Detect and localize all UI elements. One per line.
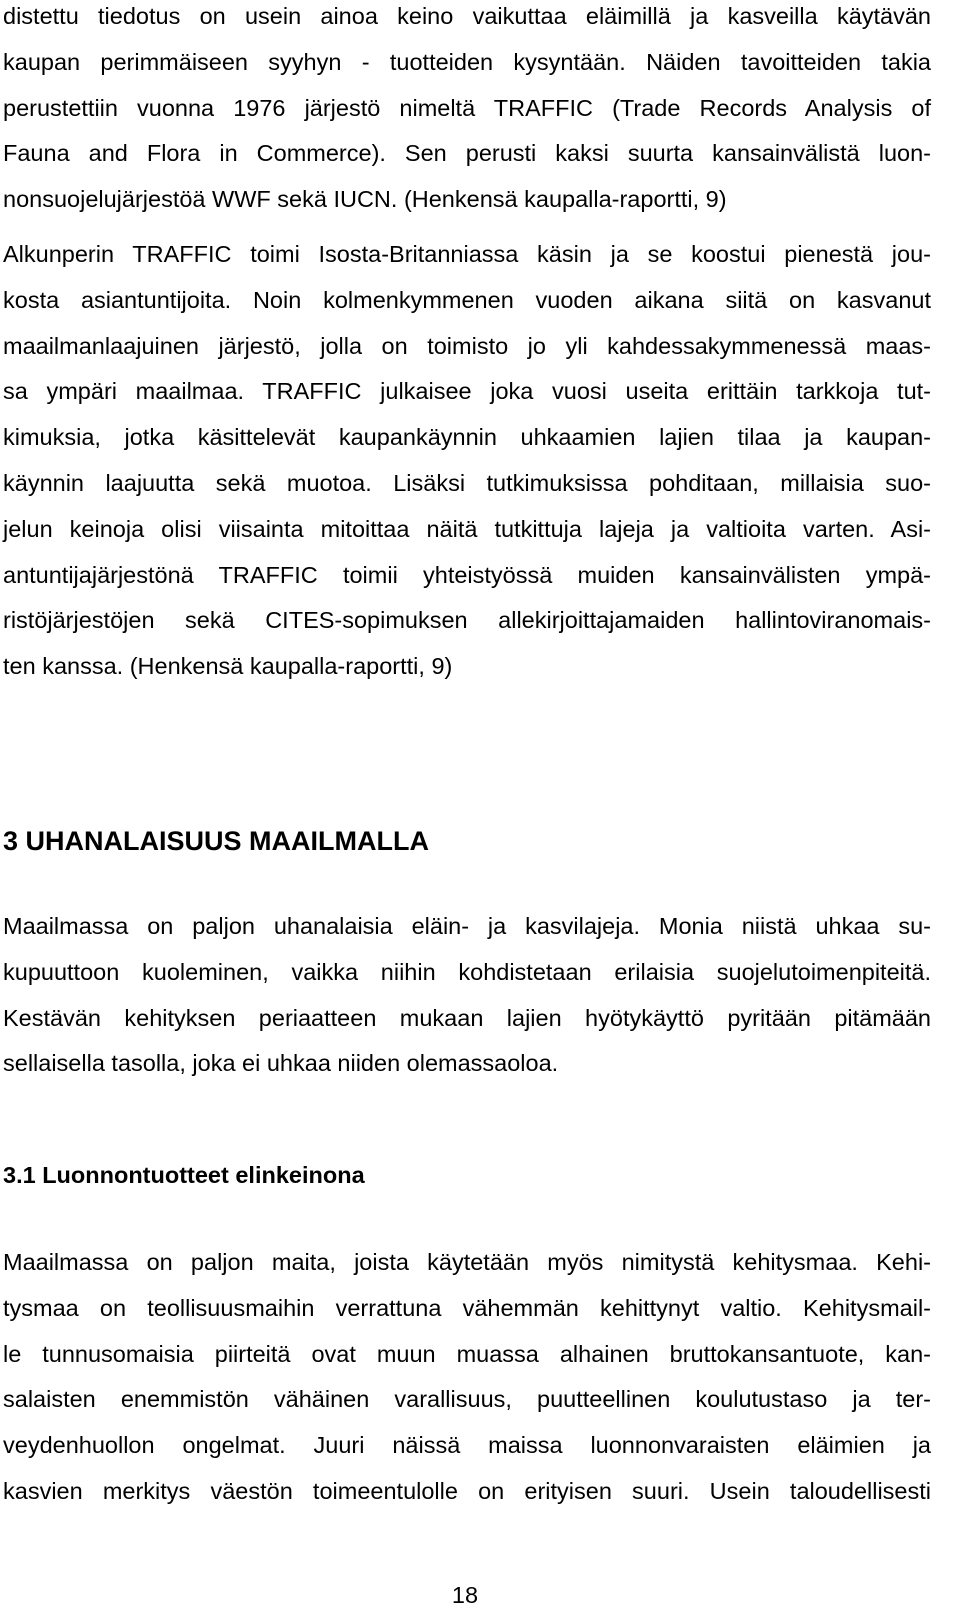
- page-number: 18: [451, 1582, 479, 1608]
- text-line: jelun keinoja olisi viisainta mitoittaa näitä tutkittuja lajeja ja valtioita varten. Asi-: [3, 515, 931, 542]
- text-line: distettu tiedotus on usein ainoa keino vaikuttaa eläimillä ja kasveilla käytävän: [3, 3, 931, 29]
- text-line: ristöjärjestöjen sekä CITES-sopimuksen allekirjoittajamaiden hallintoviranomais-: [3, 607, 931, 634]
- text-line: Fauna and Flora in Commerce). Sen perusti kaksi suurta kansainvälistä luon-: [3, 140, 931, 167]
- paragraph-endangered-species: [3, 904, 931, 1087]
- section-heading: 3 UHANALAISUUS MAAILMALLA: [3, 826, 429, 856]
- subsection-heading: 3.1 Luonnontuotteet elinkeinona: [3, 1162, 365, 1188]
- paragraph-developing-countries: [3, 1240, 931, 1515]
- text-line: kasvien merkitys väestön toimeentulolle on erityisen suuri. Usein taloudellisesti: [3, 1477, 931, 1504]
- text-line: Alkunperin TRAFFIC toimi Isosta-Britanniassa käsin ja se koostui pienestä jou-: [3, 241, 931, 267]
- text-line: käynnin laajuutta sekä muotoa. Lisäksi tutkimuksissa pohditaan, millaisia suo-: [3, 469, 931, 496]
- text-line: Maailmassa on paljon uhanalaisia eläin- ja kasvilajeja. Monia niistä uhkaa su-: [3, 913, 931, 939]
- text-line: le tunnusomaisia piirteitä ovat muun muassa alhainen bruttokansantuote, kan-: [3, 1340, 931, 1367]
- text-line: kimuksia, jotka käsittelevät kaupankäynnin uhkaamien lajien tilaa ja kaupan-: [3, 424, 931, 451]
- text-line: sellaisella tasolla, joka ei uhkaa niiden olemassaoloa.: [3, 1050, 559, 1077]
- text-line: kaupan perimmäiseen syyhyn - tuotteiden kysyntään. Näiden tavoitteiden takia: [3, 48, 931, 75]
- text-line: sa ympäri maailmaa. TRAFFIC julkaisee joka vuosi useita erittäin tarkkoja tut-: [3, 378, 931, 405]
- paragraph-traffic-history: [3, 232, 931, 690]
- text-line: antuntijajärjestönä TRAFFIC toimii yhteistyössä muiden kansainvälisten ympä-: [3, 561, 931, 588]
- text-line: tysmaa on teollisuusmaihin verrattuna vähemmän kehittynyt valtio. Kehitysmail-: [3, 1294, 931, 1321]
- text-line: Maailmassa on paljon maita, joista käytetään myös nimitystä kehitysmaa. Kehi-: [3, 1249, 931, 1275]
- text-line: ten kanssa. (Henkensä kaupalla-raportti, 9): [3, 653, 453, 680]
- text-line: kosta asiantuntijoita. Noin kolmenkymmenen vuoden aikana siitä on kasvanut: [3, 286, 931, 313]
- text-line: nonsuojelujärjestöä WWF sekä IUCN. (Henkensä kaupalla-raportti, 9): [3, 186, 727, 213]
- text-line: maailmanlaajuinen järjestö, jolla on toimisto jo yli kahdessakymmenessä maas-: [3, 332, 931, 359]
- text-line: kupuuttoon kuoleminen, vaikka niihin kohdistetaan erilaisia suojelutoimenpiteitä.: [3, 958, 931, 985]
- paragraph-traffic-founding: [3, 0, 931, 223]
- text-line: Kestävän kehityksen periaatteen mukaan lajien hyötykäyttö pyritään pitämään: [3, 1004, 931, 1031]
- text-line: salaisten enemmistön vähäinen varallisuus, puutteellinen koulutustaso ja ter-: [3, 1386, 931, 1413]
- text-line: perustettiin vuonna 1976 järjestö nimeltä TRAFFIC (Trade Records Analysis of: [3, 94, 931, 121]
- text-line: veydenhuollon ongelmat. Juuri näissä maissa luonnonvaraisten eläimien ja: [3, 1432, 931, 1459]
